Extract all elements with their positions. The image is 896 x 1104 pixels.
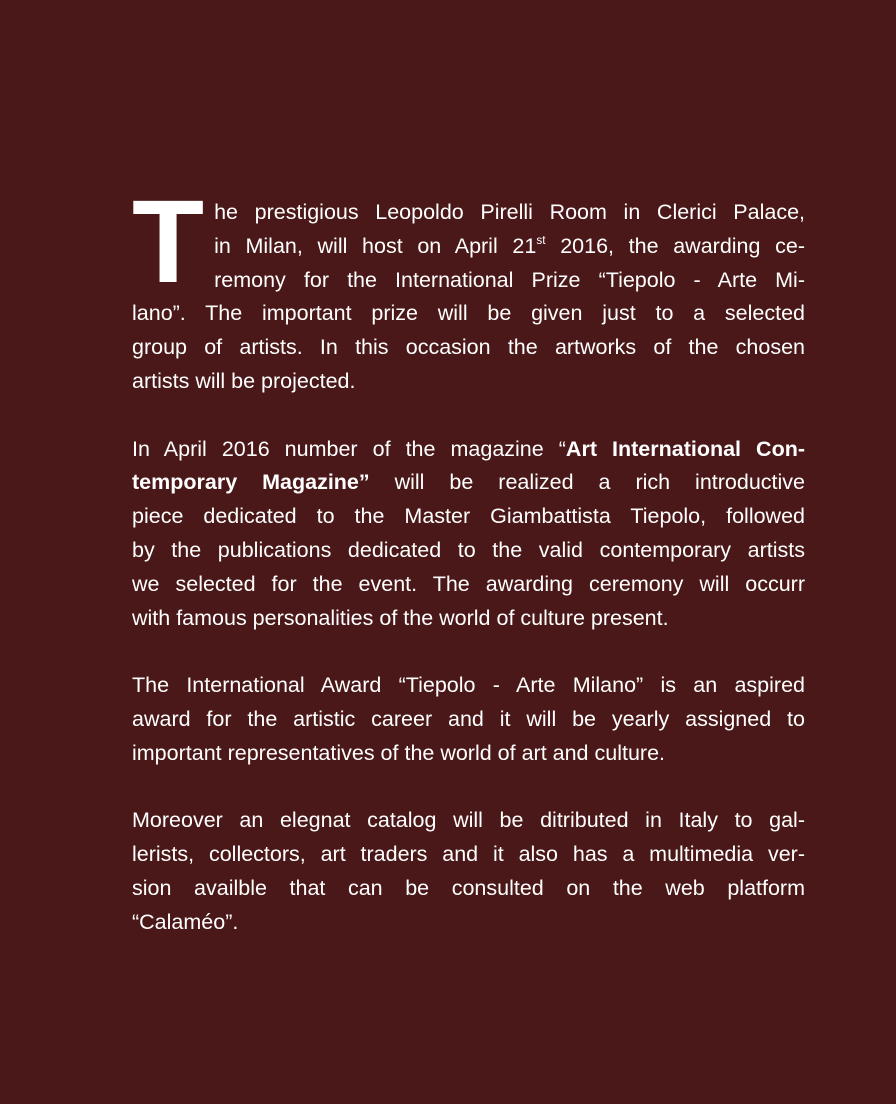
paragraph-3-line-2: award for the artistic career and it will be yearly assigned to xyxy=(132,706,805,731)
paragraph-2-line-5: we selected for the event. The awarding ceremony will occurr xyxy=(132,571,805,596)
paragraph-2-line-2 xyxy=(132,466,805,500)
paragraph-1-line-5: group of artists. In this occasion the artworks of the chosen xyxy=(132,335,805,360)
ordinal-suffix: st xyxy=(536,232,546,247)
drop-cap: T xyxy=(132,176,205,308)
paragraph-3-line-1: The International Award “Tiepolo - Arte Milano” is an aspired xyxy=(132,673,805,698)
paragraph-2-line-6: with famous personalities of the world of culture present. xyxy=(132,605,669,630)
paragraph-3-line-3: important representatives of the world of art and culture. xyxy=(132,740,665,765)
magazine-title-part-1: Art International Con- xyxy=(565,436,806,461)
paragraph-4-line-2: lerists, collectors, art traders and it also has a multimedia ver- xyxy=(132,842,805,867)
paragraph-4-line-4: “Calaméo”. xyxy=(132,909,239,934)
paragraph-4-line-3: sion availble that can be consulted on the web platform xyxy=(132,875,805,900)
paragraph-4-line-1: Moreover an elegnat catalog will be ditributed in Italy to gal- xyxy=(132,808,805,833)
paragraph-2-line-3: piece dedicated to the Master Giambattista Tiepolo, followed xyxy=(132,504,805,529)
paragraph-2-line-2-text: will be realized a rich introductive xyxy=(369,470,805,495)
paragraph-1-line-2 xyxy=(132,230,805,264)
paragraph-1-line-4: lano”. The important prize will be given just to a selected xyxy=(132,301,805,326)
paragraph-1-line-6: artists will be projected. xyxy=(132,368,356,393)
paragraph-1 xyxy=(132,176,806,399)
paragraph-3 xyxy=(132,669,805,770)
paragraph-4 xyxy=(132,804,805,939)
paragraph-1-line-1: he prestigious Leopoldo Pirelli Room in Clerici Palace, xyxy=(214,200,805,224)
paragraph-2-line-1-text: In April 2016 number of the magazine “ xyxy=(132,436,566,461)
body-text xyxy=(132,176,806,973)
paragraph-1-line-3: remony for the International Prize “Tiepolo - Arte Mi- xyxy=(214,267,805,292)
paragraph-2-line-1 xyxy=(132,433,805,467)
paragraph-2-line-4: by the publications dedicated to the valid contemporary artists xyxy=(132,537,805,562)
paragraph-1-line-2-text: in Milan, will host on April 21 xyxy=(214,233,537,258)
paragraph-2 xyxy=(132,433,805,636)
magazine-title-part-2: temporary Magazine” xyxy=(132,470,370,495)
paragraph-1-line-2-rest: 2016, the awarding ce- xyxy=(545,233,806,258)
